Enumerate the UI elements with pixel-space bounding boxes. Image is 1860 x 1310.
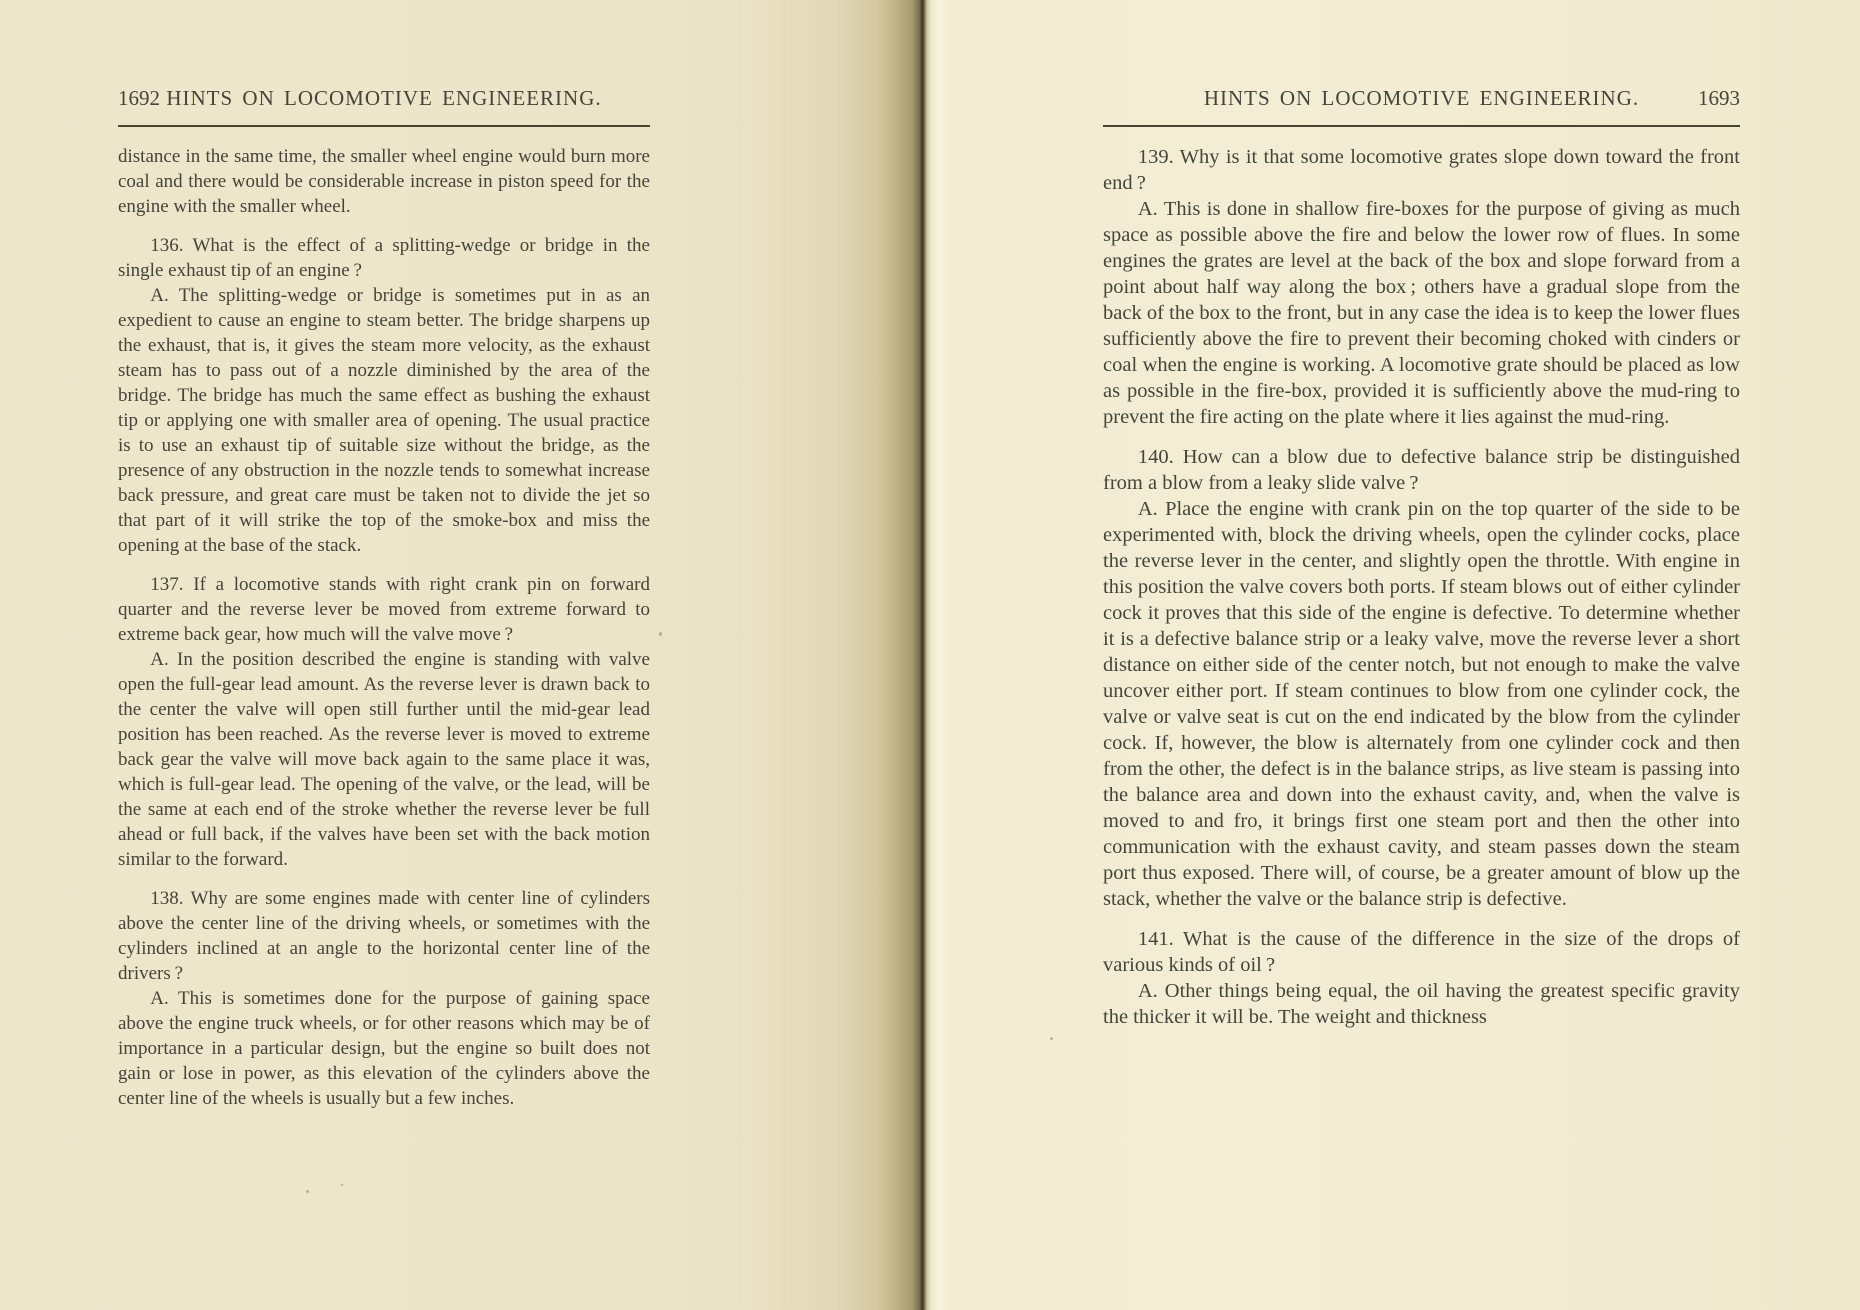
page-number-left: 1692 xyxy=(118,86,160,110)
header-rule-left xyxy=(118,125,650,127)
paragraph: 137. If a locomotive stands with right crank pin on forward quarter and the reverse lever be moved from extreme forward to extreme back gear, how much will the valve move ? xyxy=(118,574,650,645)
paragraph: A. The splitting-wedge or bridge is sometimes put in as an expedient to cause an engine to steam better. The bridge sharpens up the exhaust, that is, it gives the steam more velocity, as the exhaust steam has to pass out of a nozzle diminished by the area of the bridge. The bridge has much the same effect as bushing the exhaust tip or applying one with smaller area of opening. The usual practice is to use an exhaust tip of suitable size without the bridge, as the presence of any obstruction in the nozzle tends to somewhat increase back pressure, and great care must be taken not to divide the jet so that part of it will strike the top of the smoke-box and miss the opening at the base of the stack. xyxy=(118,285,650,556)
paragraph: distance in the same time, the smaller wheel engine would burn more coal and there would be considerable increase in piston speed for the engine with the smaller wheel. xyxy=(118,146,650,217)
text-column-right xyxy=(1103,144,1740,1030)
running-title-right: HINTS ON LOCOMOTIVE ENGINEERING. xyxy=(1203,86,1640,110)
paragraph: A. This is sometimes done for the purpose of gaining space above the engine truck wheels, or for other reasons which may be of importance in a particular design, but the engine so built does not gain or lose in power, as this elevation of the cylinders above the center line of the wheels is usually but a few inches. xyxy=(118,988,650,1109)
page-right xyxy=(950,0,1860,1310)
page-number-right: 1693 xyxy=(1698,86,1740,110)
paragraph: 138. Why are some engines made with center line of cylinders above the center line of the driving wheels, or sometimes with the cylinders inclined at an angle to the horizontal center line of the drivers ? xyxy=(118,888,650,984)
book-gutter xyxy=(895,0,950,1310)
text-block-left xyxy=(118,86,650,1111)
text-block-right xyxy=(1103,86,1740,1030)
text-column-left xyxy=(118,144,650,1111)
running-head-left xyxy=(118,86,650,116)
dust-speck xyxy=(306,1190,309,1193)
dust-speck xyxy=(1050,1037,1053,1040)
dust-speck xyxy=(341,1184,343,1186)
paragraph: 140. How can a blow due to defective balance strip be distinguished from a blow from a leaky slide valve ? xyxy=(1103,446,1740,494)
running-title-left: HINTS ON LOCOMOTIVE ENGINEERING. xyxy=(166,86,602,110)
dust-speck xyxy=(659,632,662,636)
paragraph: 139. Why is it that some locomotive grates slope down toward the front end ? xyxy=(1103,146,1740,194)
running-head-right xyxy=(1103,86,1740,116)
paragraph: A. Place the engine with crank pin on the top quarter of the side to be experimented with, block the driving wheels, open the cylinder cocks, place the reverse lever in the center, and slightly open the throttle. With engine in this position the valve covers both ports. If steam blows out of either cylinder cock it proves that this side of the engine is defective. To determine whether it is a defective balance strip or a leaky valve, move the reverse lever a short distance on either side of the center notch, but not enough to make the valve uncover either port. If steam continues to blow from one cylinder cock, the valve or valve seat is cut on the end indicated by the blow from the cylinder cock. If, however, the blow is alternately from one cylinder cock and then from the other, the defect is in the balance strips, as live steam is passing into the balance area and down into the exhaust cavity, and, when the valve is moved to and fro, it brings first one steam port and then the other into communication with the exhaust cavity, and steam passes down the steam port thus exposed. There will, of course, be a greater amount of blow up the stack, whether the valve or the balance strip is defective. xyxy=(1103,498,1740,910)
paragraph: A. This is done in shallow fire-boxes for the purpose of giving as much space as possible above the fire and below the lower row of flues. In some engines the grates are level at the back of the box and slope forward from a point about half way along the box ; others have a gradual slope from the back of the box to the front, but in any case the idea is to keep the lower flues sufficiently above the fire to prevent their becoming choked with cinders or coal when the engine is working. A locomotive grate should be placed as low as possible in the fire-box, provided it is sufficiently above the mud-ring to prevent the fire acting on the plate where it lies against the mud-ring. xyxy=(1103,198,1740,428)
page-left xyxy=(0,0,895,1310)
paragraph: A. In the position described the engine is standing with valve open the full-gear lead amount. As the reverse lever is drawn back to the center the valve will open still further until the mid-gear lead position has been reached. As the reverse lever is moved to extreme back gear the valve will move back again to the same place it was, which is full-gear lead. The opening of the valve, or the lead, will be the same at each end of the stroke whether the reverse lever be full ahead or full back, if the valves have been set with the back motion similar to the forward. xyxy=(118,649,650,870)
paragraph: A. Other things being equal, the oil having the greatest specific gravity the thicker it will be. The weight and thickness xyxy=(1103,980,1740,1028)
header-rule-right xyxy=(1103,125,1740,127)
paragraph: 136. What is the effect of a splitting-wedge or bridge in the single exhaust tip of an engine ? xyxy=(118,235,650,281)
paragraph: 141. What is the cause of the difference in the size of the drops of various kinds of oil ? xyxy=(1103,928,1740,976)
